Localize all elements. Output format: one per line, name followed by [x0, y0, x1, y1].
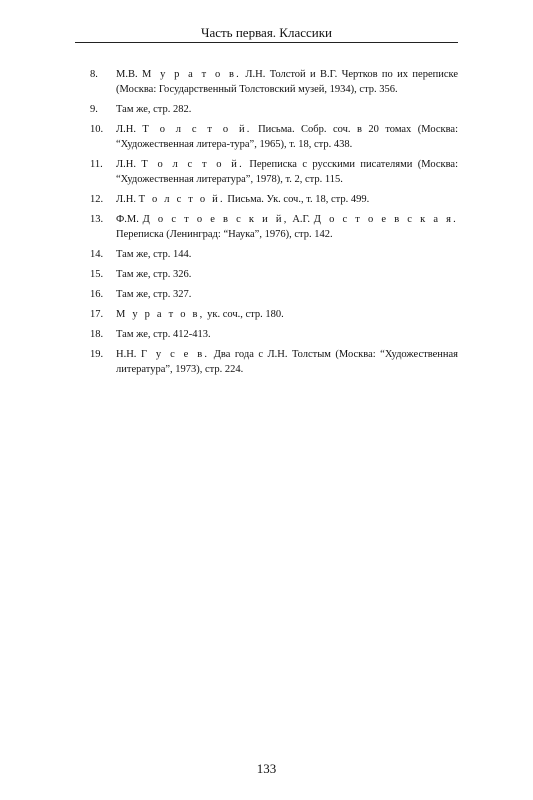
author-name: Д о с т о е в с к а я. [313, 214, 458, 225]
endnote-number: 11. [90, 159, 103, 170]
endnote-number: 18. [90, 329, 104, 340]
endnote-number: 13. [90, 214, 104, 225]
endnote-item [0, 212, 533, 242]
endnote-item [0, 192, 533, 207]
citation-text: Там же, стр. 412-413. [116, 329, 211, 340]
endnote-number: 8. [90, 69, 98, 80]
citation-text: Там же, стр. 282. [116, 104, 192, 115]
citation-text: Там же, стр. 327. [116, 289, 192, 300]
endnote-text [116, 157, 458, 187]
endnote-text [116, 287, 458, 302]
citation-text: Письма. Собр. соч. в 20 томах (Москва: “Художественная литера-тура”, 1965), т. 18, стр. 438. [116, 124, 458, 150]
endnote-text [116, 307, 458, 322]
endnote-text [116, 102, 458, 117]
author-name: М у р а т о в. [141, 69, 241, 80]
citation-text: Там же, стр. 326. [116, 269, 192, 280]
endnote-text [116, 267, 458, 282]
endnote-number: 19. [90, 349, 104, 360]
endnote-number: 14. [90, 249, 104, 260]
citation-text: ук. соч., стр. 180. [204, 309, 284, 320]
endnote-text [116, 122, 458, 152]
endnote-item [0, 347, 533, 377]
endnotes-list [0, 67, 533, 382]
endnote-number: 9. [90, 104, 98, 115]
citation-text: Переписка с русскими писателями (Москва: “Художественная литература”, 1978), т. 2, стр. 115. [116, 159, 458, 185]
citation-text: Там же, стр. 144. [116, 249, 192, 260]
header-rule [75, 42, 458, 43]
citation-text: М.В. [116, 69, 142, 80]
citation-text: Письма. Ук. соч., т. 18, стр. 499. [224, 194, 370, 205]
endnote-text [116, 247, 458, 262]
endnote-item [0, 157, 533, 187]
citation-text: Л.Н. [116, 124, 143, 135]
endnote-item [0, 267, 533, 282]
citation-text: Ф.М. [116, 214, 143, 225]
citation-text: А.Г. [288, 214, 314, 225]
endnote-item [0, 102, 533, 117]
author-name: Д о с т о е в с к и й, [142, 214, 289, 225]
citation-text: Два года с Л.Н. Толстым (Москва: “Художественная литература”, 1973), стр. 224. [116, 349, 458, 375]
author-name: Т о л с т о й. [142, 124, 252, 135]
author-name: М у р а т о в, [116, 309, 205, 320]
endnote-item [0, 122, 533, 152]
endnote-number: 16. [90, 289, 104, 300]
endnote-item [0, 67, 533, 97]
endnote-text [116, 212, 458, 242]
endnote-text [116, 192, 458, 207]
citation-text: Н.Н. [116, 349, 141, 360]
author-name: Г у с е в. [140, 349, 210, 360]
endnote-number: 10. [90, 124, 104, 135]
endnote-item [0, 287, 533, 302]
citation-text: Переписка (Ленинград: “Наука”, 1976), стр. 142. [116, 229, 333, 240]
citation-text: Л.Н. Толстой и В.Г. Чертков по их переписке (Москва: Государственный Толстовский музей, 1934), стр. 356. [116, 69, 459, 95]
endnote-number: 17. [90, 309, 104, 320]
citation-text: Л.Н. [116, 159, 142, 170]
citation-text: Л.Н. [116, 194, 139, 205]
endnote-text [116, 327, 458, 342]
endnote-number: 12. [90, 194, 104, 205]
page-number: 133 [256, 761, 277, 776]
endnote-item [0, 307, 533, 322]
endnote-item [0, 327, 533, 342]
endnote-text [116, 347, 458, 377]
endnote-item [0, 247, 533, 262]
endnote-number: 15. [90, 269, 104, 280]
running-header: Часть первая. Классики [201, 25, 332, 40]
author-name: Т о л с т о й. [138, 194, 225, 205]
author-name: Т о л с т о й. [141, 159, 244, 170]
endnote-text [116, 67, 458, 97]
